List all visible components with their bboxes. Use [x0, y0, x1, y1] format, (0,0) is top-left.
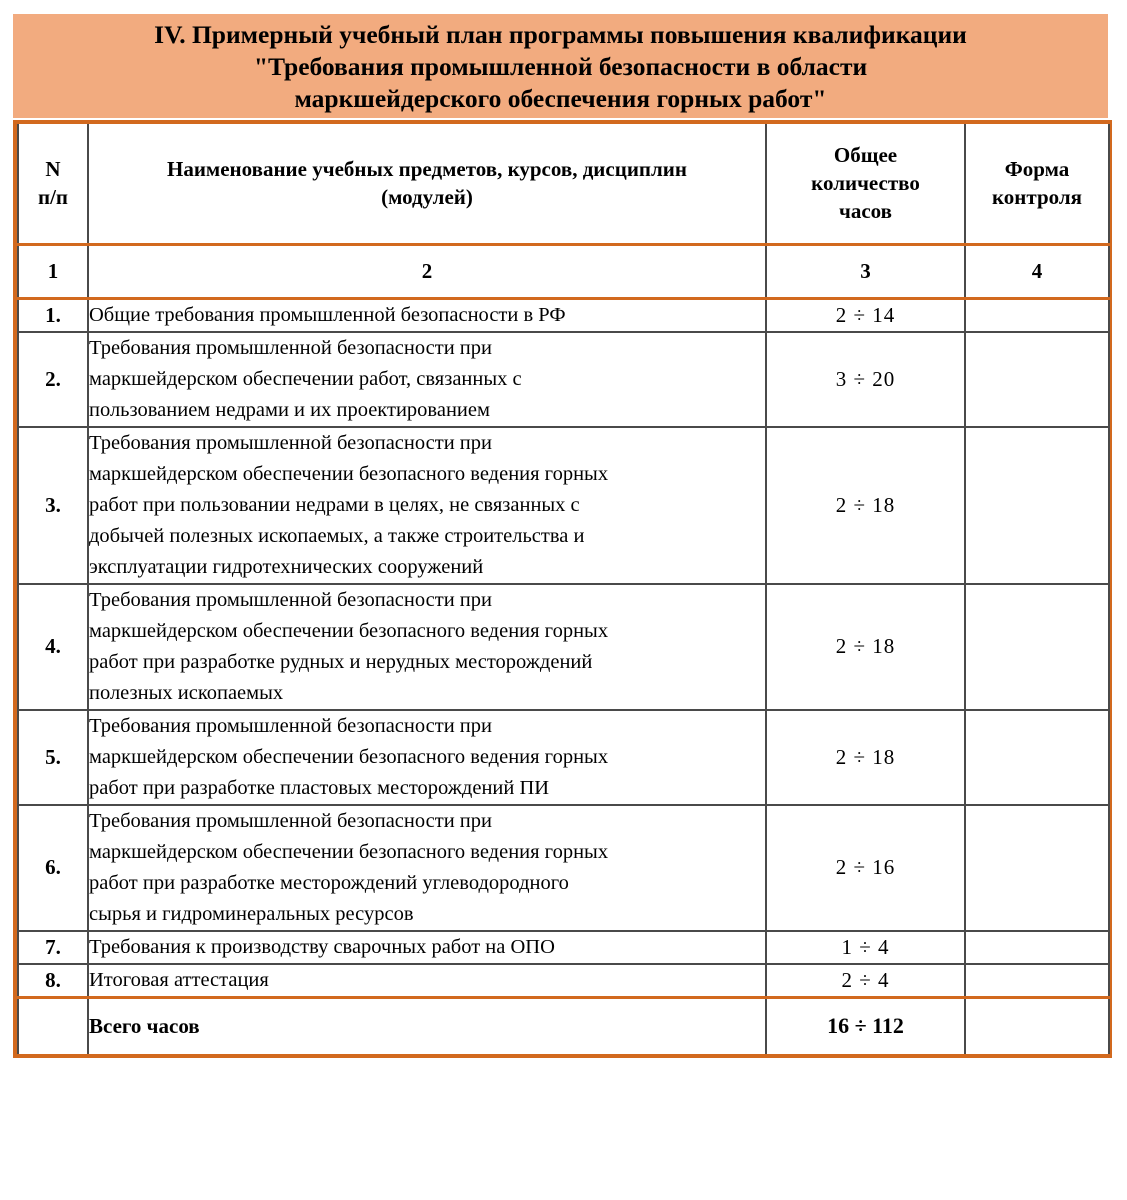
row-subject-cell — [88, 931, 766, 964]
row-control-form-cell — [965, 805, 1109, 931]
table-column-number-row — [18, 244, 1109, 298]
row-subject-line: работ при разработке рудных и нерудных месторождений — [89, 650, 593, 673]
row-subject-line: Требования промышленной безопасности при — [89, 714, 492, 737]
row-hours-value: 2 ÷ 18 — [835, 492, 896, 517]
table-row — [18, 427, 1109, 584]
header-number-line-1: N — [45, 157, 61, 182]
total-control-form-cell — [965, 997, 1109, 1054]
row-subject-line: Требования к производству сварочных работ на ОПО — [89, 935, 555, 958]
row-subject-line: маркшейдерском обеспечении безопасного ведения горных — [89, 840, 609, 863]
row-hours-cell — [766, 332, 965, 427]
row-hours-value: 3 ÷ 20 — [835, 366, 896, 391]
row-control-form-cell — [965, 584, 1109, 710]
header-subject-line-1: Наименование учебных предметов, курсов, дисциплин — [166, 157, 688, 182]
header-hours-line-2: количество — [811, 171, 920, 196]
row-subject-line: маркшейдерском обеспечении безопасного ведения горных — [89, 619, 609, 642]
row-subject-line: полезных ископаемых — [89, 681, 284, 704]
page-title-line-2: "Требования промышленной безопасности в области — [253, 52, 868, 81]
header-control-line-1: Форма — [1004, 157, 1070, 182]
row-control-form-cell — [965, 332, 1109, 427]
row-subject-cell — [88, 805, 766, 931]
row-hours-cell — [766, 427, 965, 584]
header-hours-line-3: часов — [839, 199, 892, 224]
row-subject-cell — [88, 332, 766, 427]
table-row — [18, 931, 1109, 964]
row-subject-line: работ при разработке пластовых месторождений ПИ — [89, 776, 550, 799]
column-number-1: 1 — [18, 244, 88, 298]
table-row — [18, 805, 1109, 931]
row-subject-line: сырья и гидроминеральных ресурсов — [89, 902, 414, 925]
table-row — [18, 332, 1109, 427]
row-hours-value: 2 ÷ 14 — [835, 302, 896, 327]
row-subject-line: Требования промышленной безопасности при — [89, 588, 492, 611]
row-subject-cell — [88, 710, 766, 805]
row-control-form-cell — [965, 931, 1109, 964]
page-title-line-3: маркшейдерского обеспечения горных работ" — [294, 84, 827, 113]
row-subject-line: работ при разработке месторождений углеводородного — [89, 871, 569, 894]
row-subject-line: Общие требования промышленной безопасности в РФ — [89, 303, 566, 326]
total-number-cell — [18, 997, 88, 1054]
header-cell-subject — [88, 124, 766, 244]
row-number-cell: 5. — [18, 710, 88, 805]
row-number-cell: 2. — [18, 332, 88, 427]
row-subject-cell — [88, 584, 766, 710]
table-total-row — [18, 997, 1109, 1054]
row-hours-value: 2 ÷ 4 — [841, 967, 890, 992]
header-cell-hours — [766, 124, 965, 244]
document-title-banner — [13, 14, 1108, 118]
row-number-cell: 7. — [18, 931, 88, 964]
column-number-4: 4 — [965, 244, 1109, 298]
curriculum-table-container — [13, 120, 1112, 1058]
row-number-cell: 6. — [18, 805, 88, 931]
row-number-cell: 1. — [18, 298, 88, 332]
row-subject-line: Итоговая аттестация — [89, 968, 269, 991]
table-row — [18, 710, 1109, 805]
row-number-cell: 4. — [18, 584, 88, 710]
row-subject-cell — [88, 964, 766, 998]
header-subject-line-2: (модулей) — [381, 185, 473, 210]
row-hours-value: 1 ÷ 4 — [841, 934, 890, 959]
row-hours-cell — [766, 805, 965, 931]
row-hours-cell — [766, 298, 965, 332]
row-hours-cell — [766, 964, 965, 998]
row-subject-cell — [88, 427, 766, 584]
row-control-form-cell — [965, 298, 1109, 332]
row-control-form-cell — [965, 427, 1109, 584]
page-title-line-1: IV. Примерный учебный план программы повышения квалификации — [154, 20, 967, 49]
row-subject-line: эксплуатации гидротехнических сооружений — [89, 555, 484, 578]
curriculum-table — [17, 124, 1110, 1054]
header-control-line-2: контроля — [991, 185, 1083, 210]
header-number-line-2: п/п — [37, 185, 69, 210]
row-subject-cell — [88, 298, 766, 332]
row-subject-line: маркшейдерском обеспечении безопасного ведения горных — [89, 745, 609, 768]
table-row — [18, 584, 1109, 710]
row-hours-cell — [766, 584, 965, 710]
row-control-form-cell — [965, 964, 1109, 998]
column-number-3: 3 — [766, 244, 965, 298]
total-label-cell: Всего часов — [88, 997, 766, 1054]
table-row — [18, 964, 1109, 998]
total-hours-cell: 16 ÷ 112 — [766, 997, 965, 1054]
column-number-2: 2 — [88, 244, 766, 298]
row-number-cell: 3. — [18, 427, 88, 584]
row-subject-line: Требования промышленной безопасности при — [89, 336, 492, 359]
row-hours-value: 2 ÷ 18 — [835, 744, 896, 769]
row-subject-line: маркшейдерском обеспечении безопасного ведения горных — [89, 462, 609, 485]
row-subject-line: маркшейдерском обеспечении работ, связанных с — [89, 367, 522, 390]
row-number-cell: 8. — [18, 964, 88, 998]
row-subject-line: работ при пользовании недрами в целях, не связанных с — [89, 493, 580, 516]
row-subject-line: Требования промышленной безопасности при — [89, 809, 492, 832]
header-hours-line-1: Общее — [833, 143, 898, 168]
row-subject-line: добычей полезных ископаемых, а также строительства и — [89, 524, 585, 547]
row-hours-cell — [766, 931, 965, 964]
row-hours-value: 2 ÷ 18 — [835, 634, 896, 658]
table-header-row — [18, 124, 1109, 244]
row-hours-cell — [766, 710, 965, 805]
row-subject-line: пользованием недрами и их проектированием — [89, 398, 490, 421]
row-hours-value: 2 ÷ 16 — [835, 855, 896, 879]
table-row — [18, 298, 1109, 332]
header-cell-number — [18, 124, 88, 244]
header-cell-control-form — [965, 124, 1109, 244]
row-control-form-cell — [965, 710, 1109, 805]
row-subject-line: Требования промышленной безопасности при — [89, 431, 492, 454]
